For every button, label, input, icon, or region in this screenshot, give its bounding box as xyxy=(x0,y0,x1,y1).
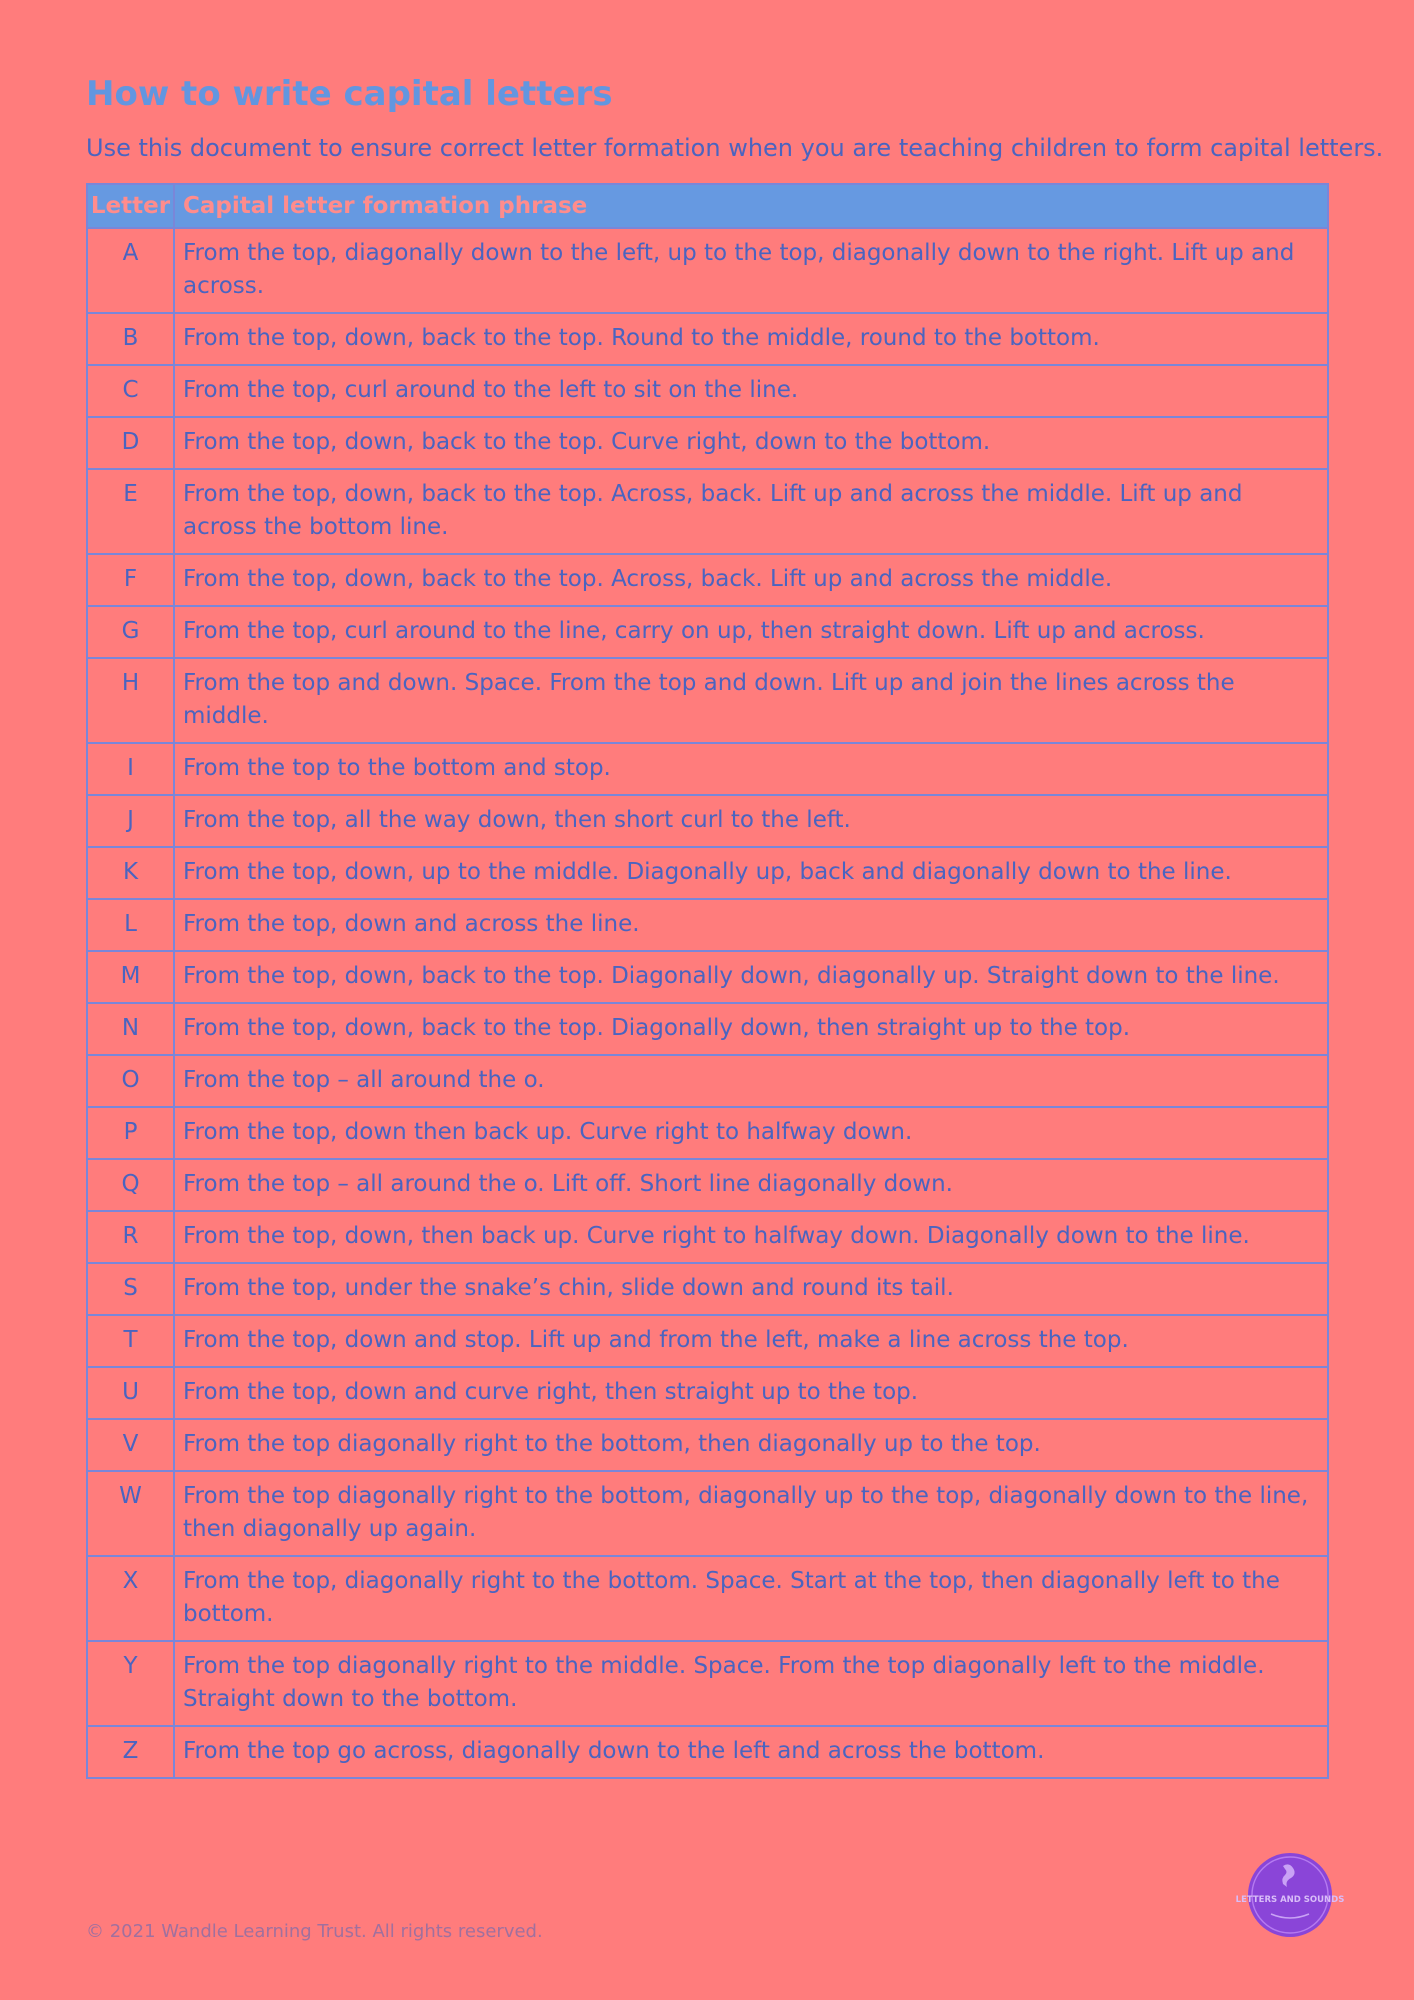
row-letter: E xyxy=(87,469,174,554)
table-row xyxy=(87,606,1328,658)
table-header-row xyxy=(87,184,1328,228)
row-letter: P xyxy=(87,1107,174,1159)
table-row xyxy=(87,469,1328,554)
row-letter: A xyxy=(87,228,174,313)
table-row xyxy=(87,1471,1328,1556)
table-row xyxy=(87,1315,1328,1367)
row-letter: T xyxy=(87,1315,174,1367)
row-phrase: From the top, down and curve right, then straight up to the top. xyxy=(174,1367,1328,1419)
row-phrase: From the top and down. Space. From the top and down. Lift up and join the lines across the middle. xyxy=(174,658,1328,743)
row-letter: C xyxy=(87,365,174,417)
row-phrase: From the top to the bottom and stop. xyxy=(174,743,1328,795)
table-row xyxy=(87,365,1328,417)
table-row xyxy=(87,417,1328,469)
table-row xyxy=(87,1159,1328,1211)
row-letter: D xyxy=(87,417,174,469)
row-letter: J xyxy=(87,795,174,847)
row-letter: B xyxy=(87,313,174,365)
row-phrase: From the top, down, back to the top. Diagonally down, diagonally up. Straight down to the line. xyxy=(174,951,1328,1003)
row-phrase: From the top, down, back to the top. Across, back. Lift up and across the middle. xyxy=(174,554,1328,606)
table-row xyxy=(87,1367,1328,1419)
header-phrase: Capital letter formation phrase xyxy=(174,184,1328,228)
row-letter: Y xyxy=(87,1641,174,1726)
table-row xyxy=(87,1419,1328,1471)
row-phrase: From the top, down, back to the top. Diagonally down, then straight up to the top. xyxy=(174,1003,1328,1055)
table-row xyxy=(87,1726,1328,1778)
row-phrase: From the top, curl around to the line, carry on up, then straight down. Lift up and across. xyxy=(174,606,1328,658)
row-letter: V xyxy=(87,1419,174,1471)
table-row xyxy=(87,951,1328,1003)
row-phrase: From the top, diagonally right to the bottom. Space. Start at the top, then diagonally left to the bottom. xyxy=(174,1556,1328,1641)
row-phrase: From the top diagonally right to the bottom, then diagonally up to the top. xyxy=(174,1419,1328,1471)
table-row xyxy=(87,1055,1328,1107)
page-title: How to write capital letters xyxy=(86,74,613,114)
row-phrase: From the top, all the way down, then short curl to the left. xyxy=(174,795,1328,847)
row-phrase: From the top – all around the o. Lift off. Short line diagonally down. xyxy=(174,1159,1328,1211)
row-phrase: From the top, down, then back up. Curve right to halfway down. Diagonally down to the line. xyxy=(174,1211,1328,1263)
row-letter: U xyxy=(87,1367,174,1419)
row-phrase: From the top, down, back to the top. Round to the middle, round to the bottom. xyxy=(174,313,1328,365)
row-letter: Z xyxy=(87,1726,174,1778)
row-letter: Q xyxy=(87,1159,174,1211)
row-letter: O xyxy=(87,1055,174,1107)
letters-and-sounds-logo-icon xyxy=(1235,1852,1345,1938)
row-letter: S xyxy=(87,1263,174,1315)
table-row xyxy=(87,1263,1328,1315)
row-letter: H xyxy=(87,658,174,743)
table-row xyxy=(87,795,1328,847)
row-letter: W xyxy=(87,1471,174,1556)
row-phrase: From the top, down then back up. Curve right to halfway down. xyxy=(174,1107,1328,1159)
table-row xyxy=(87,847,1328,899)
row-phrase: From the top, down, back to the top. Curve right, down to the bottom. xyxy=(174,417,1328,469)
row-letter: F xyxy=(87,554,174,606)
row-phrase: From the top, curl around to the left to sit on the line. xyxy=(174,365,1328,417)
logo-text: LETTERS AND SOUNDS xyxy=(1235,1895,1345,1905)
table-row xyxy=(87,658,1328,743)
table-row xyxy=(87,1107,1328,1159)
row-phrase: From the top, down, up to the middle. Diagonally up, back and diagonally down to the line. xyxy=(174,847,1328,899)
table-row xyxy=(87,1211,1328,1263)
table-row xyxy=(87,554,1328,606)
page-subtitle: Use this document to ensure correct letter formation when you are teaching children to form capital letters. xyxy=(86,134,1384,162)
row-phrase: From the top – all around the o. xyxy=(174,1055,1328,1107)
row-letter: X xyxy=(87,1556,174,1641)
table-row xyxy=(87,899,1328,951)
letter-formation-table xyxy=(86,183,1329,1779)
row-phrase: From the top, under the snake’s chin, slide down and round its tail. xyxy=(174,1263,1328,1315)
row-letter: N xyxy=(87,1003,174,1055)
row-phrase: From the top diagonally right to the bottom, diagonally up to the top, diagonally down to the line, then diagonally up again. xyxy=(174,1471,1328,1556)
table-row xyxy=(87,743,1328,795)
row-letter: L xyxy=(87,899,174,951)
row-phrase: From the top, down, back to the top. Across, back. Lift up and across the middle. Lift up and across the bottom line. xyxy=(174,469,1328,554)
row-letter: K xyxy=(87,847,174,899)
row-letter: M xyxy=(87,951,174,1003)
row-phrase: From the top, diagonally down to the left, up to the top, diagonally down to the right. Lift up and across. xyxy=(174,228,1328,313)
table-row xyxy=(87,1556,1328,1641)
table-row xyxy=(87,1003,1328,1055)
row-phrase: From the top diagonally right to the middle. Space. From the top diagonally left to the middle. Straight down to the bottom. xyxy=(174,1641,1328,1726)
table-row xyxy=(87,313,1328,365)
copyright-footer: © 2021 Wandle Learning Trust. All rights reserved. xyxy=(86,1921,543,1942)
row-phrase: From the top go across, diagonally down to the left and across the bottom. xyxy=(174,1726,1328,1778)
row-letter: R xyxy=(87,1211,174,1263)
header-letter: Letter xyxy=(87,184,174,228)
row-phrase: From the top, down and across the line. xyxy=(174,899,1328,951)
table-row xyxy=(87,1641,1328,1726)
table-row xyxy=(87,228,1328,313)
row-phrase: From the top, down and stop. Lift up and from the left, make a line across the top. xyxy=(174,1315,1328,1367)
row-letter: G xyxy=(87,606,174,658)
row-letter: I xyxy=(87,743,174,795)
